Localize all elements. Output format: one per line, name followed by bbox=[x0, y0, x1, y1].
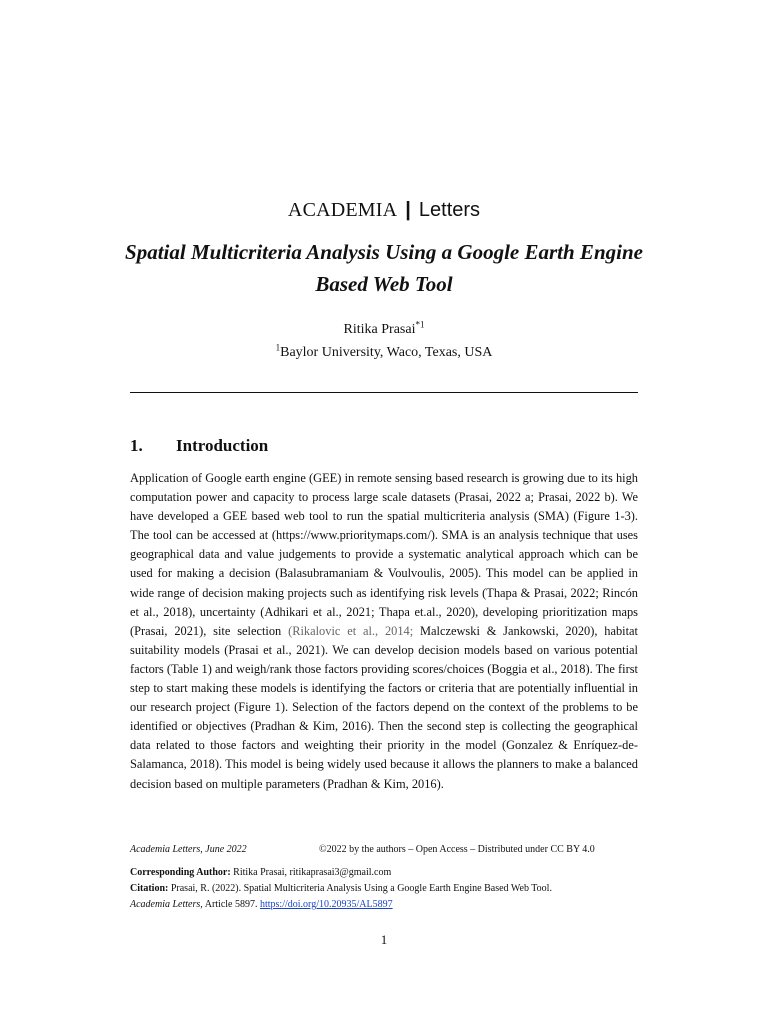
paragraph-text-part2: Malczewski & Jankowski, 2020), habitat suitability models (Prasai et al., 2021). We can develop decision models based on various potential factors (Table 1) and weigh/rank those factors providing scores/choices (Boggia et al., 2018). The first step to start making these models is identifying the factors or criteria that are potentially influential in our research project (Figure 1). Selection of the factors depend on the context of the problems to be identified or objectives (Pradhan & Kim, 2016). Then the second step is collecting the geographical data related to those factors and weighting their priority in the model (Gonzalez & Enríquez-de-Salamanca, 2018). This model is being widely used because it allows the planners to make a balanced decision based on multiple parameters (Pradhan & Kim, 2016). bbox=[130, 623, 638, 791]
journal-date: Academia Letters, June 2022 bbox=[130, 844, 247, 855]
corresponding-label: Corresponding Author: bbox=[130, 867, 231, 878]
citation-journal: Academia Letters, bbox=[130, 899, 203, 910]
section-heading bbox=[130, 435, 638, 457]
license-text: ©2022 by the authors – Open Access – Distributed under CC BY 4.0 bbox=[319, 844, 595, 855]
paper-title: Spatial Multicriteria Analysis Using a Google Earth Engine Based Web Tool bbox=[125, 240, 643, 296]
author-line bbox=[0, 320, 768, 340]
affiliation-text: Baylor University, Waco, Texas, USA bbox=[280, 345, 493, 360]
masthead-separator: | bbox=[405, 199, 411, 221]
affiliation-line bbox=[0, 343, 768, 363]
citation-article: Article 5897. bbox=[204, 899, 258, 910]
masthead-section: Letters bbox=[418, 199, 481, 221]
intro-paragraph bbox=[130, 469, 638, 794]
paragraph-citation-gray: (Rikalovic et al., 2014; bbox=[288, 623, 414, 638]
masthead bbox=[0, 197, 768, 223]
author-marker: *1 bbox=[415, 319, 425, 330]
doi-link[interactable]: https://doi.org/10.20935/AL5897 bbox=[259, 899, 393, 910]
citation-journal-line bbox=[130, 898, 650, 912]
page-number: 1 bbox=[380, 932, 388, 947]
citation-label: Citation: bbox=[130, 883, 169, 894]
paragraph-text-part1: Application of Google earth engine (GEE) in remote sensing based research is growing due to its high computation power and capacity to process large scale datasets (Prasai, 2022 a; Prasai, 2022 b). We have developed a GEE based web tool to run the spatial multicriteria analysis (SMA) (Figure 1-3). The tool can be accessed at (https://www.prioritymaps.com/). SMA is an analysis technique that uses geographical data and value judgements to provide a systematic analytical approach which can be used for making a decision (Balasubramaniam & Voulvoulis, 2005). This model can be applied in wide range of decision making projects such as identifying risk levels (Thapa & Prasai, 2022; Rincón et al., 2018), uncertainty (Adhikari et al., 2021; Thapa et.al., 2020), developing prioritization maps (Prasai, 2021), site selection bbox=[130, 471, 638, 638]
section-number: 1. bbox=[130, 436, 143, 455]
header-divider bbox=[130, 392, 638, 393]
masthead-brand: ACADEMIA bbox=[287, 199, 398, 221]
affiliation-marker: 1 bbox=[275, 342, 281, 353]
citation-value: Prasai, R. (2022). Spatial Multicriteria Analysis Using a Google Earth Engine Based Web Tool. bbox=[170, 883, 552, 894]
citation-line bbox=[130, 882, 650, 896]
corresponding-value: Ritika Prasai, ritikaprasai3@gmail.com bbox=[233, 867, 392, 878]
corresponding-author bbox=[130, 866, 650, 880]
author-name: Ritika Prasai bbox=[343, 322, 416, 337]
journal-footer bbox=[130, 843, 638, 857]
section-title: Introduction bbox=[176, 436, 269, 455]
